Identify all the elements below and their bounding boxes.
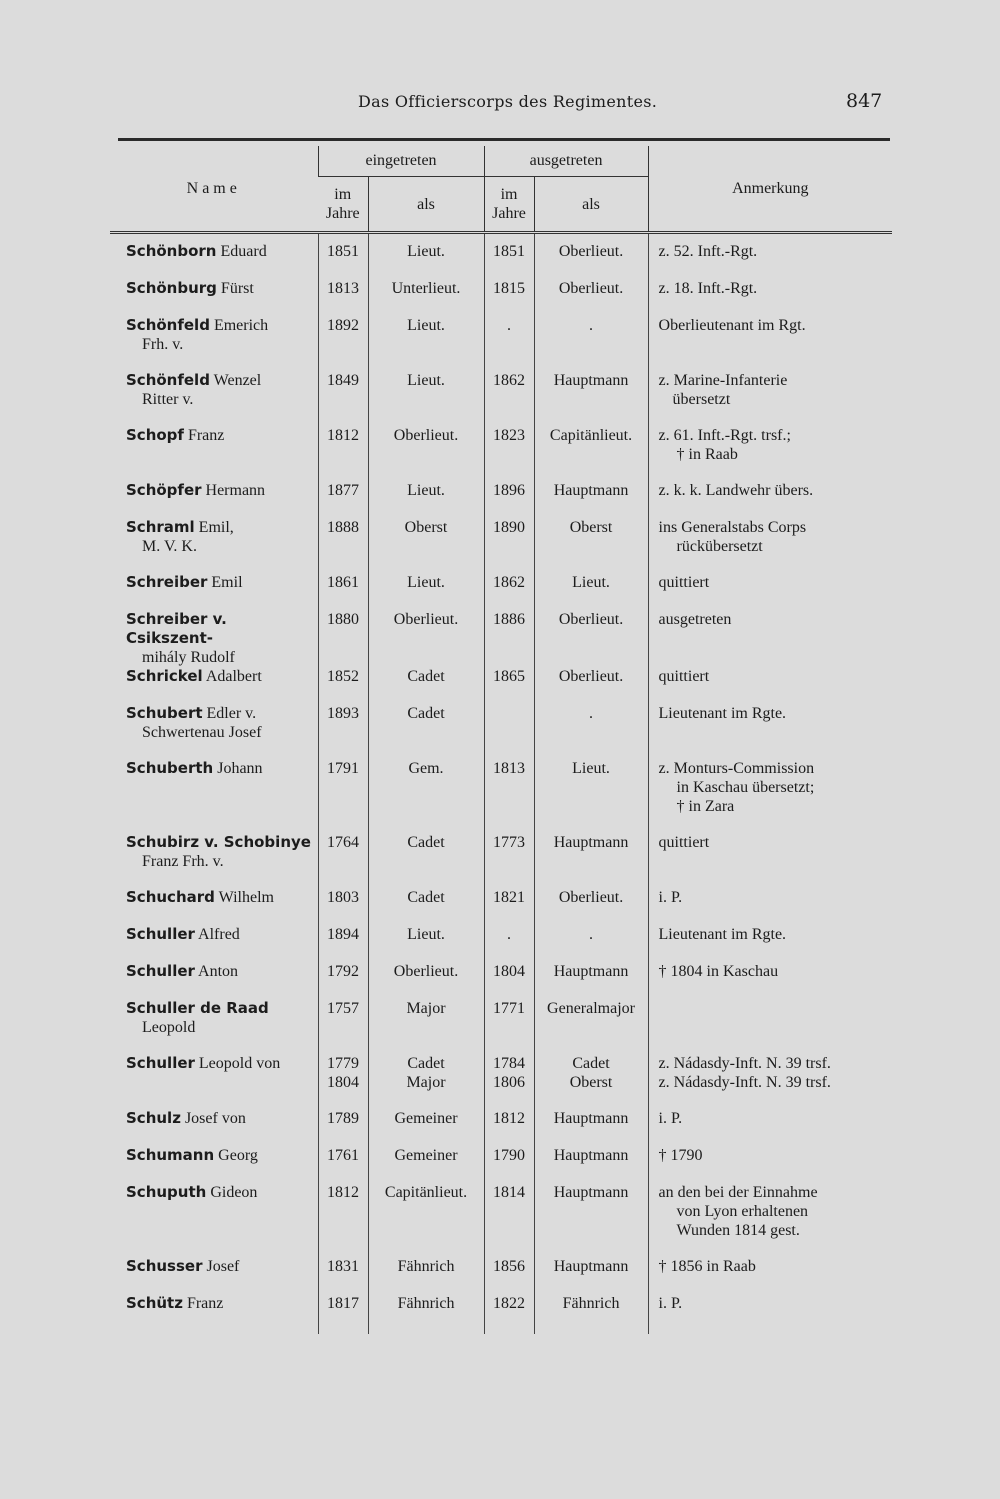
left-as: Lieut. bbox=[534, 573, 648, 610]
left-year: 1886 bbox=[484, 610, 534, 667]
surname: Schuller bbox=[126, 925, 195, 943]
table-row bbox=[110, 962, 892, 999]
given-name: Johann bbox=[217, 760, 263, 777]
given-name: Anton bbox=[198, 963, 239, 980]
left-year: 1812 bbox=[484, 1109, 534, 1146]
left-year: 1771 bbox=[484, 999, 534, 1054]
entered-year: 1817 bbox=[318, 1294, 368, 1334]
entered-year: 1764 bbox=[318, 833, 368, 888]
entered-year: 1852 bbox=[318, 667, 368, 704]
officer-name bbox=[110, 1146, 318, 1183]
entered-as: Lieut. bbox=[368, 233, 484, 280]
surname: Schütz bbox=[126, 1294, 183, 1312]
given-name: Franz bbox=[187, 427, 225, 444]
table-row bbox=[110, 888, 892, 925]
left-year: 1813 bbox=[484, 759, 534, 833]
left-year: 1784 1806 bbox=[484, 1054, 534, 1109]
left-as: Lieut. bbox=[534, 759, 648, 833]
table-row bbox=[110, 426, 892, 481]
entered-as: Cadet bbox=[368, 833, 484, 888]
left-as: . bbox=[534, 925, 648, 962]
entered-as: Cadet bbox=[368, 667, 484, 704]
remark: z. 18. Inft.-Rgt. bbox=[648, 279, 892, 316]
left-year: 1773 bbox=[484, 833, 534, 888]
surname: Schuller bbox=[126, 962, 195, 980]
table-row bbox=[110, 704, 892, 759]
entered-year: 1791 bbox=[318, 759, 368, 833]
entered-as: Lieut. bbox=[368, 316, 484, 371]
officer-name bbox=[110, 573, 318, 610]
left-year: 1865 bbox=[484, 667, 534, 704]
left-year: 1821 bbox=[484, 888, 534, 925]
surname: Schuller de Raad bbox=[126, 999, 269, 1017]
given-name: Gideon bbox=[210, 1184, 258, 1201]
entered-as: Cadet Major bbox=[368, 1054, 484, 1109]
name-continuation: M. V. K. bbox=[142, 538, 197, 555]
left-as: Generalmajor bbox=[534, 999, 648, 1054]
left-as: Oberlieut. bbox=[534, 888, 648, 925]
remark: i. P. bbox=[648, 1294, 892, 1334]
entered-as: Lieut. bbox=[368, 573, 484, 610]
entered-year: 1849 bbox=[318, 371, 368, 426]
officer-name bbox=[110, 1054, 318, 1109]
surname: Schusser bbox=[126, 1257, 203, 1275]
name-continuation: Leopold bbox=[142, 1019, 196, 1036]
remark: † 1790 bbox=[648, 1146, 892, 1183]
remark: z. 52. Inft.-Rgt. bbox=[648, 233, 892, 280]
page-number: 847 bbox=[846, 90, 883, 112]
surname: Schulz bbox=[126, 1109, 181, 1127]
left-as: Oberst bbox=[534, 518, 648, 573]
surname: Schuchard bbox=[126, 888, 215, 906]
table-row bbox=[110, 610, 892, 667]
left-as: Hauptmann bbox=[534, 371, 648, 426]
table-row bbox=[110, 316, 892, 371]
entered-year: 1789 bbox=[318, 1109, 368, 1146]
given-name: Alfred bbox=[198, 926, 240, 943]
page-header bbox=[0, 90, 1000, 118]
surname: Schönborn bbox=[126, 242, 217, 260]
given-name: Leopold von bbox=[198, 1055, 281, 1072]
surname: Schubirz v. Schobinye bbox=[126, 833, 311, 851]
name-continuation: Schwertenau Josef bbox=[142, 724, 262, 741]
table-row bbox=[110, 1109, 892, 1146]
left-as: . bbox=[534, 704, 648, 759]
entered-year: 1812 bbox=[318, 1183, 368, 1257]
given-name: Adalbert bbox=[205, 668, 262, 685]
given-name: Eduard bbox=[220, 243, 267, 260]
officer-name bbox=[110, 1109, 318, 1146]
given-name: Wenzel bbox=[213, 372, 262, 389]
remark: z. 61. Inft.-Rgt. trsf.; † in Raab bbox=[648, 426, 892, 481]
header-entered-year: im Jahre bbox=[318, 177, 368, 233]
left-as: Hauptmann bbox=[534, 481, 648, 518]
officer-name bbox=[110, 233, 318, 280]
left-as: Oberlieut. bbox=[534, 667, 648, 704]
entered-as: Oberlieut. bbox=[368, 426, 484, 481]
header-entered: eingetreten bbox=[318, 146, 484, 177]
remark: † 1804 in Kaschau bbox=[648, 962, 892, 999]
table-row bbox=[110, 573, 892, 610]
officer-name bbox=[110, 962, 318, 999]
name-continuation: Ritter v. bbox=[142, 391, 194, 408]
remark: quittiert bbox=[648, 573, 892, 610]
remark: an den bei der Einnahme von Lyon erhaltenen Wunden 1814 gest. bbox=[648, 1183, 892, 1257]
left-year: 1804 bbox=[484, 962, 534, 999]
left-year: 1822 bbox=[484, 1294, 534, 1334]
given-name: Josef bbox=[206, 1258, 240, 1275]
entered-as: Capitänlieut. bbox=[368, 1183, 484, 1257]
left-as: Hauptmann bbox=[534, 962, 648, 999]
surname: Schubert bbox=[126, 704, 203, 722]
left-as: Oberlieut. bbox=[534, 279, 648, 316]
header-remark: Anmerkung bbox=[648, 146, 892, 233]
entered-year: 1892 bbox=[318, 316, 368, 371]
left-year: 1814 bbox=[484, 1183, 534, 1257]
officer-name bbox=[110, 1183, 318, 1257]
remark: Oberlieutenant im Rgt. bbox=[648, 316, 892, 371]
officer-name bbox=[110, 610, 318, 667]
entered-year: 1813 bbox=[318, 279, 368, 316]
surname: Schrickel bbox=[126, 667, 203, 685]
remark: ins Generalstabs Corps rückübersetzt bbox=[648, 518, 892, 573]
header-name: Name bbox=[110, 146, 318, 233]
surname: Schuberth bbox=[126, 759, 214, 777]
entered-year: 1851 bbox=[318, 233, 368, 280]
entered-as: Oberlieut. bbox=[368, 610, 484, 667]
entered-as: Fähnrich bbox=[368, 1257, 484, 1294]
remark: quittiert bbox=[648, 833, 892, 888]
entered-year: 1893 bbox=[318, 704, 368, 759]
remark: Lieutenant im Rgte. bbox=[648, 704, 892, 759]
surname: Schraml bbox=[126, 518, 195, 536]
left-as: Hauptmann bbox=[534, 1146, 648, 1183]
remark: quittiert bbox=[648, 667, 892, 704]
entered-year: 1779 1804 bbox=[318, 1054, 368, 1109]
left-as: Cadet Oberst bbox=[534, 1054, 648, 1109]
entered-year: 1888 bbox=[318, 518, 368, 573]
officer-name bbox=[110, 518, 318, 573]
left-as: Hauptmann bbox=[534, 1183, 648, 1257]
remark bbox=[648, 999, 892, 1054]
table-row bbox=[110, 1294, 892, 1334]
entered-year: 1894 bbox=[318, 925, 368, 962]
name-continuation: mihály Rudolf bbox=[142, 649, 235, 666]
left-year: 1851 bbox=[484, 233, 534, 280]
remark: z. Monturs-Commission in Kaschau übersetzt; † in Zara bbox=[648, 759, 892, 833]
surname: Schuller bbox=[126, 1054, 195, 1072]
surname: Schönburg bbox=[126, 279, 217, 297]
left-year: 1862 bbox=[484, 371, 534, 426]
entered-year: 1877 bbox=[318, 481, 368, 518]
remark: z. k. k. Landwehr übers. bbox=[648, 481, 892, 518]
header-left: ausgetreten bbox=[484, 146, 648, 177]
name-continuation: Franz Frh. v. bbox=[142, 853, 224, 870]
surname: Schönfeld bbox=[126, 316, 210, 334]
left-year: 1815 bbox=[484, 279, 534, 316]
left-as: Oberlieut. bbox=[534, 610, 648, 667]
left-year bbox=[484, 704, 534, 759]
officer-name bbox=[110, 316, 318, 371]
entered-as: Lieut. bbox=[368, 481, 484, 518]
entered-as: Gemeiner bbox=[368, 1109, 484, 1146]
entered-year: 1880 bbox=[318, 610, 368, 667]
officer-table bbox=[110, 146, 892, 1334]
entered-as: Cadet bbox=[368, 704, 484, 759]
officer-name bbox=[110, 759, 318, 833]
entered-as: Lieut. bbox=[368, 371, 484, 426]
left-as: Fähnrich bbox=[534, 1294, 648, 1334]
table-row bbox=[110, 1183, 892, 1257]
table-row bbox=[110, 371, 892, 426]
entered-as: Oberst bbox=[368, 518, 484, 573]
officer-name bbox=[110, 704, 318, 759]
table-row bbox=[110, 518, 892, 573]
officer-name bbox=[110, 1257, 318, 1294]
remark: Lieutenant im Rgte. bbox=[648, 925, 892, 962]
table-row bbox=[110, 833, 892, 888]
surname: Schreiber bbox=[126, 573, 208, 591]
left-year: 1862 bbox=[484, 573, 534, 610]
table-row bbox=[110, 279, 892, 316]
entered-year: 1757 bbox=[318, 999, 368, 1054]
table-row bbox=[110, 759, 892, 833]
table-row bbox=[110, 999, 892, 1054]
name-continuation: Frh. v. bbox=[142, 336, 184, 353]
remark: z. Nádasdy-Inft. N. 39 trsf. z. Nádasdy-Inft. N. 39 trsf. bbox=[648, 1054, 892, 1109]
surname: Schönfeld bbox=[126, 371, 210, 389]
officer-name bbox=[110, 833, 318, 888]
given-name: Wilhelm bbox=[218, 889, 274, 906]
surname: Schreiber v. Csikszent- bbox=[126, 610, 227, 647]
left-as: Hauptmann bbox=[534, 833, 648, 888]
officer-name bbox=[110, 925, 318, 962]
left-year: 1896 bbox=[484, 481, 534, 518]
entered-as: Fähnrich bbox=[368, 1294, 484, 1334]
surname: Schumann bbox=[126, 1146, 215, 1164]
remark: ausgetreten bbox=[648, 610, 892, 667]
header-entered-as: als bbox=[368, 177, 484, 233]
header-left-year: im Jahre bbox=[484, 177, 534, 233]
left-as: . bbox=[534, 316, 648, 371]
officer-name bbox=[110, 1294, 318, 1334]
surname: Schopf bbox=[126, 426, 184, 444]
header-left-as: als bbox=[534, 177, 648, 233]
entered-as: Gemeiner bbox=[368, 1146, 484, 1183]
entered-year: 1803 bbox=[318, 888, 368, 925]
left-as: Hauptmann bbox=[534, 1257, 648, 1294]
officer-name bbox=[110, 481, 318, 518]
table-body bbox=[110, 233, 892, 1335]
table-row bbox=[110, 1146, 892, 1183]
entered-as: Major bbox=[368, 999, 484, 1054]
given-name: Emil, bbox=[198, 519, 234, 536]
left-year: 1790 bbox=[484, 1146, 534, 1183]
remark: i. P. bbox=[648, 1109, 892, 1146]
officer-name bbox=[110, 426, 318, 481]
given-name: Hermann bbox=[205, 482, 266, 499]
table-row bbox=[110, 925, 892, 962]
left-as: Oberlieut. bbox=[534, 233, 648, 280]
left-as: Capitänlieut. bbox=[534, 426, 648, 481]
officer-name bbox=[110, 371, 318, 426]
given-name: Emil bbox=[211, 574, 243, 591]
given-name: Josef von bbox=[184, 1110, 246, 1127]
entered-as: Oberlieut. bbox=[368, 962, 484, 999]
given-name: Franz bbox=[186, 1295, 224, 1312]
surname: Schöpfer bbox=[126, 481, 202, 499]
officer-name bbox=[110, 279, 318, 316]
given-name: Georg bbox=[218, 1147, 258, 1164]
remark: i. P. bbox=[648, 888, 892, 925]
entered-as: Gem. bbox=[368, 759, 484, 833]
entered-year: 1761 bbox=[318, 1146, 368, 1183]
left-year: 1823 bbox=[484, 426, 534, 481]
entered-year: 1792 bbox=[318, 962, 368, 999]
entered-year: 1831 bbox=[318, 1257, 368, 1294]
entered-as: Cadet bbox=[368, 888, 484, 925]
left-year: 1890 bbox=[484, 518, 534, 573]
officer-name bbox=[110, 888, 318, 925]
left-as: Hauptmann bbox=[534, 1109, 648, 1146]
table-row bbox=[110, 667, 892, 704]
table-header bbox=[110, 146, 892, 233]
given-name: Fürst bbox=[220, 280, 254, 297]
remark: z. Marine-Infanterie übersetzt bbox=[648, 371, 892, 426]
entered-year: 1861 bbox=[318, 573, 368, 610]
officer-table-wrap bbox=[110, 146, 892, 1346]
entered-as: Lieut. bbox=[368, 925, 484, 962]
entered-as: Unterlieut. bbox=[368, 279, 484, 316]
given-name: Edler v. bbox=[206, 705, 257, 722]
table-row bbox=[110, 481, 892, 518]
given-name: Emerich bbox=[213, 317, 269, 334]
left-year: . bbox=[484, 925, 534, 962]
top-rule bbox=[118, 138, 890, 141]
officer-name bbox=[110, 667, 318, 704]
left-year: . bbox=[484, 316, 534, 371]
entered-year: 1812 bbox=[318, 426, 368, 481]
running-title: Das Officierscorps des Regimentes. bbox=[358, 92, 658, 111]
table-row bbox=[110, 233, 892, 280]
surname: Schuputh bbox=[126, 1183, 207, 1201]
table-row bbox=[110, 1054, 892, 1109]
remark: † 1856 in Raab bbox=[648, 1257, 892, 1294]
table-row bbox=[110, 1257, 892, 1294]
left-year: 1856 bbox=[484, 1257, 534, 1294]
officer-name bbox=[110, 999, 318, 1054]
